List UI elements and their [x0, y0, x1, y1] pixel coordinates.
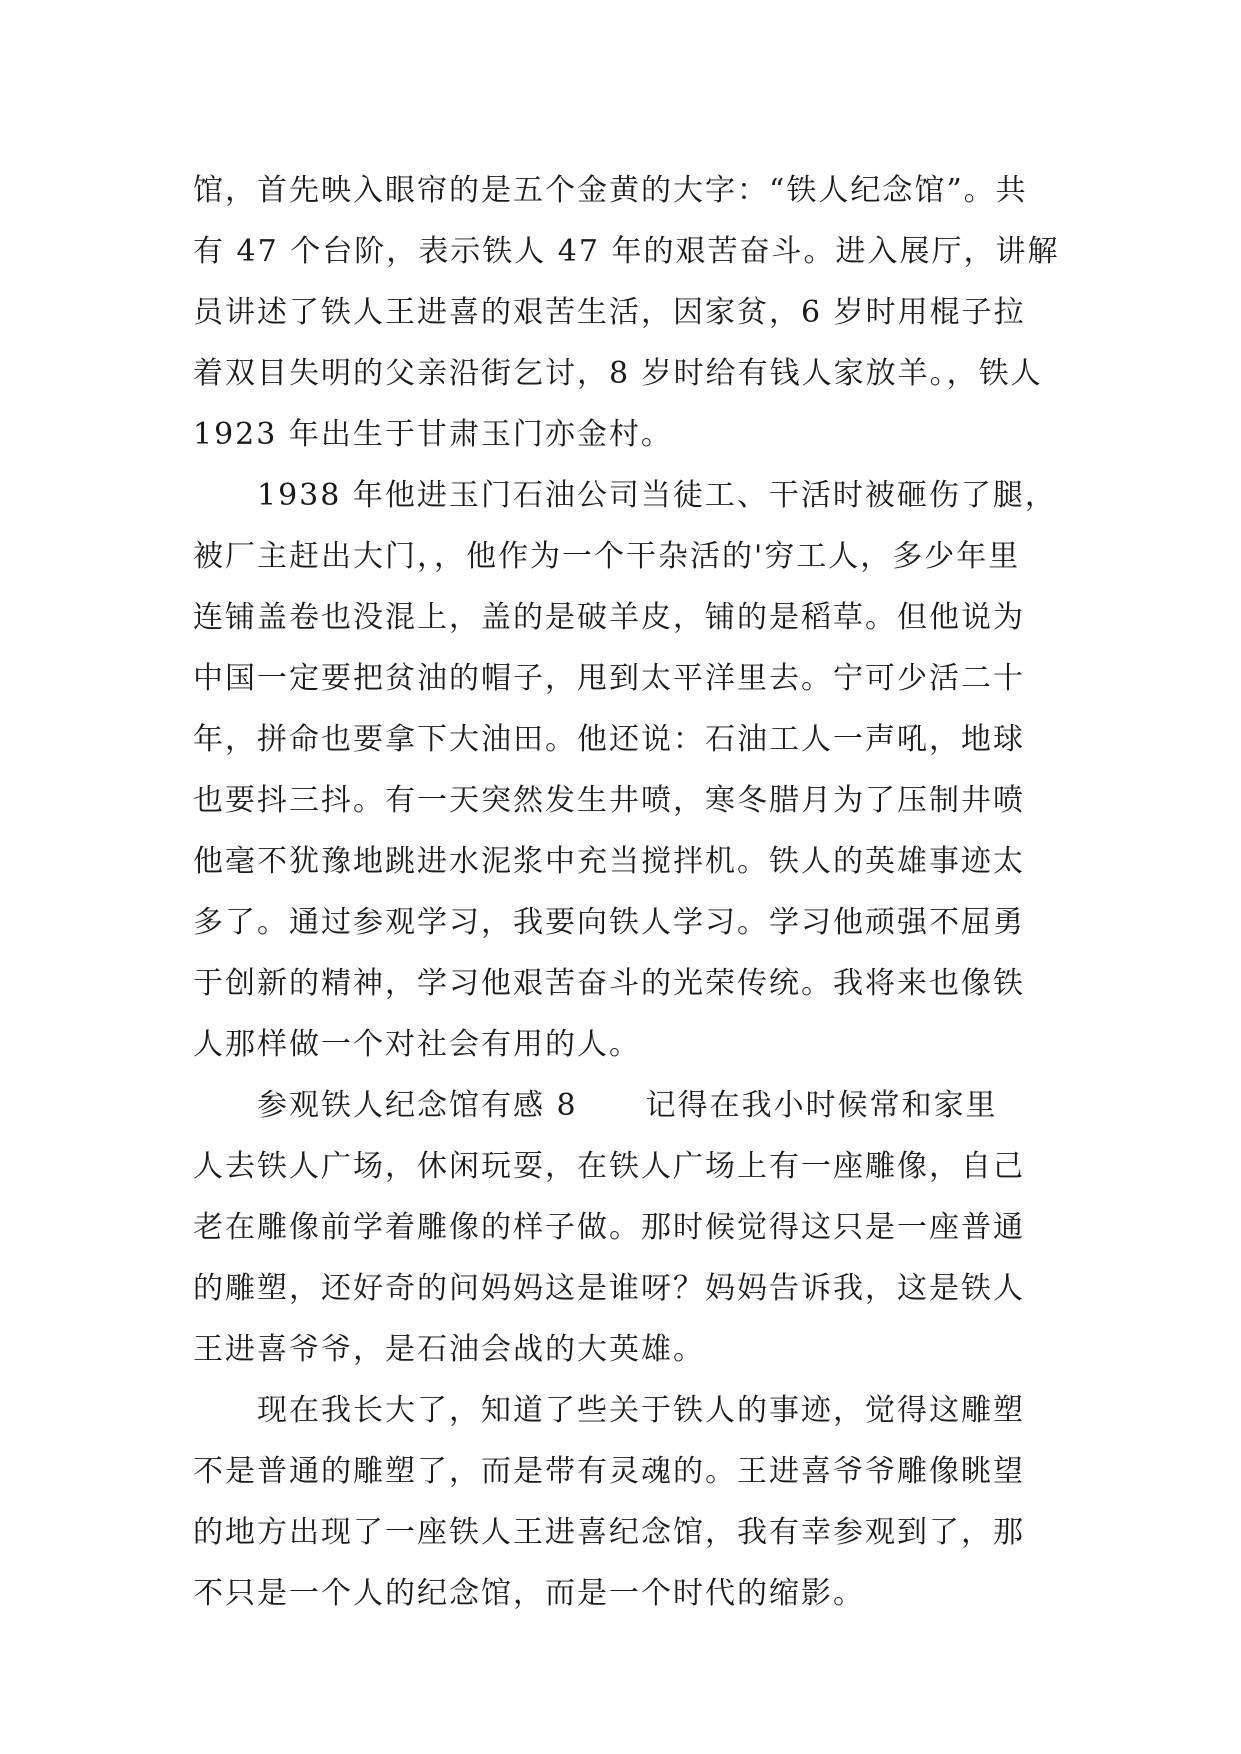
text-line: 于创新的精神，学习他艰苦奋斗的光荣传统。我将来也像铁: [193, 966, 1025, 1001]
text-line: 现在我长大了，知道了些关于铁人的事迹，觉得这雕塑: [257, 1393, 1025, 1428]
section-title: 参观铁人纪念馆有感 8: [257, 1088, 578, 1123]
text-line: 连铺盖卷也没混上，盖的是破羊皮，铺的是稻草。但他说为: [193, 600, 1025, 635]
text-line: 老在雕像前学着雕像的样子做。那时候觉得这只是一座普通: [193, 1210, 1025, 1245]
text-line: 1938 年他进玉门石油公司当徒工、干活时被砸伤了腿，: [257, 478, 1057, 513]
text-line: 不只是一个人的纪念馆，而是一个时代的缩影。: [193, 1576, 865, 1611]
text-line: 不是普通的雕塑了，而是带有灵魂的。王进喜爷爷雕像眺望: [193, 1454, 1025, 1489]
text-line: 被厂主赶出大门，，他作为一个干杂活的'穷工人，多少年里: [193, 539, 1021, 574]
text-line: 多了。通过参观学习，我要向铁人学习。学习他顽强不屈勇: [193, 905, 1025, 940]
text-line: 王进喜爷爷，是石油会战的大英雄。: [193, 1332, 705, 1367]
text-line: [193, 1075, 1053, 1136]
text-line: 1923 年出生于甘肃玉门亦金村。: [193, 417, 673, 452]
paragraph-4: [193, 1380, 1053, 1624]
text-line: 他毫不犹豫地跳进水泥浆中充当搅拌机。铁人的英雄事迹太: [193, 844, 1025, 879]
text-line: 中国一定要把贫油的帽子，甩到太平洋里去。宁可少活二十: [193, 661, 1025, 696]
text-line: 有 47 个台阶，表示铁人 47 年的艰苦奋斗。进入展厅，讲解: [193, 234, 1060, 269]
text-line: 着双目失明的父亲沿街乞讨，8 岁时给有钱人家放羊。，铁人: [193, 356, 1043, 391]
section-first-line: 记得在我小时候常和家里: [645, 1088, 998, 1123]
text-line: 的地方出现了一座铁人王进喜纪念馆，我有幸参观到了，那: [193, 1515, 1025, 1550]
text-line: 人去铁人广场，休闲玩耍，在铁人广场上有一座雕像，自己: [193, 1149, 1025, 1184]
text-line: 年，拼命也要拿下大油田。他还说：石油工人一声吼，地球: [193, 722, 1025, 757]
paragraph-1: [193, 160, 1060, 465]
text-line: 馆，首先映入眼帘的是五个金黄的大字：“铁人纪念馆”。共: [193, 173, 1028, 208]
text-line: 也要抖三抖。有一天突然发生井喷，寒冬腊月为了压制井喷: [193, 783, 1025, 818]
text-line: 的雕塑，还好奇的问妈妈这是谁呀？妈妈告诉我，这是铁人: [193, 1271, 1025, 1306]
text-line: 员讲述了铁人王进喜的艰苦生活，因家贫，6 岁时用棍子拉: [193, 295, 1026, 330]
document-body: [193, 160, 1060, 1624]
paragraph-3: [193, 1075, 1053, 1380]
paragraph-2: [193, 465, 1057, 1075]
text-line: 人那样做一个对社会有用的人。: [193, 1027, 641, 1062]
